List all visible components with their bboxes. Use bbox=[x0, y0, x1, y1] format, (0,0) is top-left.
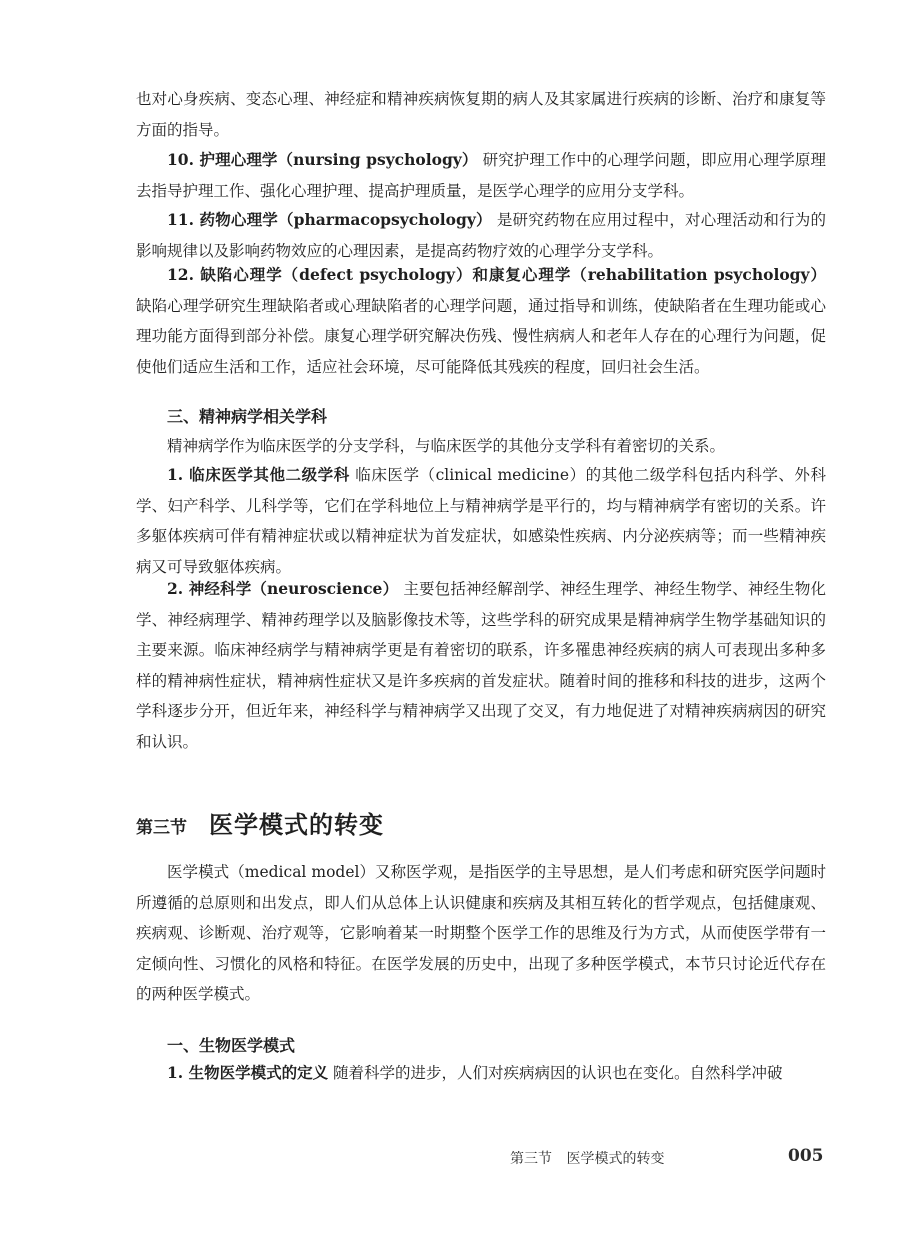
section-heading bbox=[136, 805, 384, 840]
subsection-heading: 三、精神病学相关学科 bbox=[167, 407, 328, 426]
subsection-intro bbox=[136, 431, 826, 462]
item-term: 11. 药物心理学（pharmacopsychology） bbox=[167, 210, 492, 229]
continuation-paragraph bbox=[136, 84, 826, 145]
intro-text: 精神病学作为临床医学的分支学科，与临床医学的其他分支学科有着密切的关系。 bbox=[167, 437, 726, 455]
item-term: 2. 神经科学（neuroscience） bbox=[167, 579, 399, 598]
section-intro-paragraph bbox=[136, 857, 826, 1010]
item-text: 是研究药物在应用过程中，对心理活动和行为的影响规律以及影响药物效应的心理因素，是提高药物疗效的心理学分支学科。 bbox=[136, 211, 826, 260]
item-term: 10. 护理心理学（nursing psychology） bbox=[167, 150, 478, 169]
running-head: 第三节 医学模式的转变 bbox=[510, 1151, 665, 1167]
continuation-text: 也对心身疾病、变态心理、神经症和精神疾病恢复期的病人及其家属进行疾病的诊断、治疗和康复等方面的指导。 bbox=[136, 90, 826, 139]
item-term: 1. 生物医学模式的定义 bbox=[167, 1063, 329, 1082]
section-title: 医学模式的转变 bbox=[209, 811, 384, 839]
item-clinical-medicine bbox=[136, 460, 826, 582]
item-nursing-psychology bbox=[136, 145, 826, 206]
subsection-heading-biomedical: 一、生物医学模式 bbox=[167, 1036, 296, 1055]
item-text: 主要包括神经解剖学、神经生理学、神经生物学、神经生物化学、神经病理学、精神药理学以及脑影像技术等，这些学科的研究成果是精神病学生物学基础知识的主要来源。临床神经病学与精神病学更是有着密切的联系，许多罹患神经疾病的病人可表现出多种多样的精神病性症状，精神病性症状又是许多疾病的首发症状。随着时间的推移和科技的进步，这两个学科逐步分开，但近年来，神经科学与精神病学又出现了交叉，有力地促进了对精神疾病病因的研究和认识。 bbox=[136, 580, 826, 751]
item-text: 临床医学（clinical medicine）的其他二级学科包括内科学、外科学、妇产科学、儿科学等，它们在学科地位上与精神病学是平行的，均与精神病学有密切的关系。许多躯体疾病可伴有精神症状或以精神症状为首发症状，如感染性疾病、内分泌疾病等；而一些精神疾病又可导致躯体疾病。 bbox=[136, 466, 826, 576]
item-term: 1. 临床医学其他二级学科 bbox=[167, 465, 350, 484]
item-pharmacopsychology bbox=[136, 205, 826, 266]
item-defect-psychology bbox=[136, 260, 826, 382]
item-term: 12. 缺陷心理学（defect psychology）和康复心理学（rehabilitation psychology） bbox=[167, 265, 826, 284]
item-text: 随着科学的进步，人们对疾病病因的认识也在变化。自然科学冲破 bbox=[333, 1064, 783, 1082]
item-biomedical-definition bbox=[136, 1058, 826, 1089]
item-text: 缺陷心理学研究生理缺陷者或心理缺陷者的心理学问题，通过指导和训练，使缺陷者在生理功能或心理功能方面得到部分补偿。康复心理学研究解决伤残、慢性病病人和老年人存在的心理行为问题，促使他们适应生活和工作，适应社会环境，尽可能降低其残疾的程度，回归社会生活。 bbox=[136, 296, 826, 376]
section-intro-text: 医学模式（medical model）又称医学观，是指医学的主导思想，是人们考虑和研究医学问题时所遵循的总原则和出发点，即人们从总体上认识健康和疾病及其相互转化的哲学观点，包括健康观、疾病观、诊断观、治疗观等，它影响着某一时期整个医学工作的思维及行为方式，从而使医学带有一定倾向性、习惯化的风格和特征。在医学发展的历史中，出现了多种医学模式，本节只讨论近代存在的两种医学模式。 bbox=[136, 863, 826, 1003]
page-footer bbox=[0, 1148, 900, 1172]
item-neuroscience bbox=[136, 574, 826, 757]
item-text: 研究护理工作中的心理学问题，即应用心理学原理去指导护理工作、强化心理护理、提高护理质量，是医学心理学的应用分支学科。 bbox=[136, 151, 826, 200]
page-number: 005 bbox=[788, 1146, 824, 1166]
section-label: 第三节 bbox=[136, 818, 187, 838]
